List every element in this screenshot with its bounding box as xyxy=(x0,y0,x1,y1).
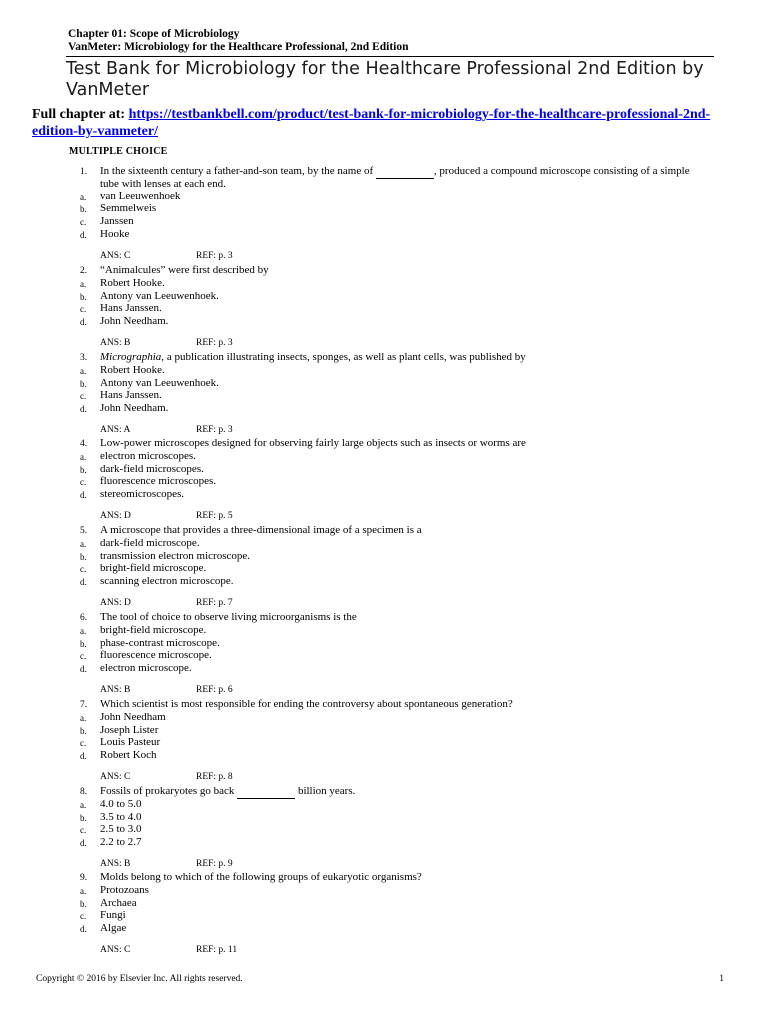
question-number: 8. xyxy=(80,787,88,797)
page-reference: REF: p. 3 xyxy=(196,250,233,261)
option-letter: b. xyxy=(80,204,87,215)
answer-option xyxy=(80,203,700,216)
answer-value: ANS: B xyxy=(100,858,131,869)
page-reference: REF: p. 5 xyxy=(196,510,233,521)
option-letter: c. xyxy=(80,477,87,488)
option-letter: a. xyxy=(80,799,87,810)
page-header xyxy=(68,28,409,54)
answer-option xyxy=(80,824,700,837)
answer-blank xyxy=(237,786,295,799)
question-text-start: Which scientist is most responsible for ending the controversy about spontaneous generation? xyxy=(100,698,513,710)
page-reference: REF: p. 11 xyxy=(196,944,238,955)
option-text: 3.5 to 4.0 xyxy=(100,810,142,823)
option-text: Antony van Leeuwenhoek. xyxy=(100,376,219,389)
question-stem xyxy=(80,352,700,365)
question xyxy=(80,525,700,610)
page-reference: REF: p. 7 xyxy=(196,597,233,608)
answer-option xyxy=(80,576,700,589)
answer-option xyxy=(80,663,700,676)
option-text: Antony van Leeuwenhoek. xyxy=(100,289,219,302)
option-letter: a. xyxy=(80,365,87,376)
answer-value: ANS: C xyxy=(100,250,131,261)
option-letter: d. xyxy=(80,490,87,501)
answer-key xyxy=(80,511,700,523)
header-divider xyxy=(66,56,714,57)
answer-option xyxy=(80,799,700,812)
question-text xyxy=(100,786,700,799)
question-text xyxy=(100,166,700,191)
question-text-start: a publication illustrating insects, sponges, as well as plant cells, was published by xyxy=(164,351,526,363)
option-text: John Needham xyxy=(100,710,166,723)
answer-key xyxy=(80,772,700,784)
option-text: transmission electron microscope. xyxy=(100,549,250,562)
answer-option xyxy=(80,538,700,551)
option-text: Archaea xyxy=(100,896,137,909)
question-text xyxy=(100,872,700,885)
answer-option xyxy=(80,191,700,204)
answer-option xyxy=(80,923,700,936)
answer-option xyxy=(80,390,700,403)
section-heading: MULTIPLE CHOICE xyxy=(69,146,168,157)
option-text: fluorescence microscopes. xyxy=(100,475,217,488)
italic-title: Micrographia, xyxy=(100,351,165,363)
page-reference: REF: p. 3 xyxy=(196,424,233,435)
full-chapter-link[interactable]: https://testbankbell.com/product/test-bank-for-microbiology-for-the-healthcare-professional-2nd-edition-by-vanmeter/ xyxy=(32,107,711,139)
option-letter: d. xyxy=(80,577,87,588)
full-chapter-label: Full chapter at: xyxy=(32,107,129,122)
answer-key xyxy=(80,425,700,437)
option-letter: b. xyxy=(80,898,87,909)
option-text: 2.2 to 2.7 xyxy=(100,836,142,849)
answer-option xyxy=(80,229,700,242)
answer-option xyxy=(80,750,700,763)
question-text xyxy=(100,612,700,625)
question-text xyxy=(100,699,700,712)
option-letter: d. xyxy=(80,838,87,849)
option-text: Joseph Lister xyxy=(100,723,159,736)
option-text: electron microscopes. xyxy=(100,449,196,462)
option-letter: d. xyxy=(80,317,87,328)
option-text: electron microscope. xyxy=(100,662,192,675)
question-text xyxy=(100,265,700,278)
option-letter: a. xyxy=(80,191,87,202)
answer-option xyxy=(80,885,700,898)
question-number: 2. xyxy=(80,266,88,276)
option-text: John Needham. xyxy=(100,402,169,415)
answer-option xyxy=(80,451,700,464)
option-text: Hans Janssen. xyxy=(100,389,162,402)
option-text: bright-field microscope. xyxy=(100,562,207,575)
question xyxy=(80,438,700,523)
option-text: dark-field microscopes. xyxy=(100,462,204,475)
answer-value: ANS: D xyxy=(100,597,131,608)
question-stem xyxy=(80,166,700,191)
question-stem xyxy=(80,265,700,278)
question xyxy=(80,612,700,697)
answer-option xyxy=(80,737,700,750)
answer-key xyxy=(80,945,700,957)
option-text: Hooke xyxy=(100,227,130,240)
answer-value: ANS: D xyxy=(100,510,131,521)
option-letter: b. xyxy=(80,464,87,475)
option-letter: a. xyxy=(80,278,87,289)
answer-option xyxy=(80,216,700,229)
option-text: Robert Koch xyxy=(100,749,157,762)
question-number: 7. xyxy=(80,700,88,710)
option-letter: b. xyxy=(80,638,87,649)
option-letter: d. xyxy=(80,229,87,240)
question-number: 3. xyxy=(80,353,88,363)
answer-option xyxy=(80,725,700,738)
answer-option xyxy=(80,489,700,502)
option-text: Janssen xyxy=(100,215,134,228)
option-text: dark-field microscope. xyxy=(100,536,200,549)
question-stem xyxy=(80,612,700,625)
option-text: van Leeuwenhoek xyxy=(100,189,181,202)
chapter-heading: Chapter 01: Scope of Microbiology xyxy=(68,28,240,40)
question-text-start: Fossils of prokaryotes go back xyxy=(100,785,238,797)
question-number: 5. xyxy=(80,526,88,536)
question-text-start: The tool of choice to observe living microorganisms is the xyxy=(100,611,357,623)
option-letter: c. xyxy=(80,564,87,575)
answer-key xyxy=(80,251,700,263)
option-letter: b. xyxy=(80,725,87,736)
option-text: 4.0 to 5.0 xyxy=(100,797,142,810)
question-stem xyxy=(80,525,700,538)
option-letter: d. xyxy=(80,664,87,675)
question xyxy=(80,265,700,350)
option-text: stereomicroscopes. xyxy=(100,488,184,501)
option-letter: a. xyxy=(80,712,87,723)
question-text xyxy=(100,438,700,451)
option-letter: c. xyxy=(80,738,87,749)
document-title: Test Bank for Microbiology for the Healthcare Professional 2nd Edition by VanMeter xyxy=(66,59,704,100)
question-number: 9. xyxy=(80,873,88,883)
option-letter: a. xyxy=(80,885,87,896)
option-letter: c. xyxy=(80,304,87,315)
option-text: 2.5 to 3.0 xyxy=(100,823,142,836)
answer-key xyxy=(80,598,700,610)
page-reference: REF: p. 8 xyxy=(196,771,233,782)
question-text-start: Low-power microscopes designed for observing fairly large objects such as insects or worms are xyxy=(100,437,526,449)
answer-option xyxy=(80,316,700,329)
answer-value: ANS: B xyxy=(100,337,131,348)
option-text: bright-field microscope. xyxy=(100,623,207,636)
option-text: fluorescence microscope. xyxy=(100,649,212,662)
option-letter: b. xyxy=(80,291,87,302)
question-text xyxy=(100,525,700,538)
question-number: 6. xyxy=(80,613,88,623)
question-text-end: , produced a compound microscope consisting of a simple tube with lenses at each end. xyxy=(100,165,690,190)
question-text-start: A microscope that provides a three-dimensional image of a specimen is a xyxy=(100,524,422,536)
copyright-notice: Copyright © 2016 by Elsevier Inc. All rights reserved. xyxy=(36,974,243,984)
page-reference: REF: p. 6 xyxy=(196,684,233,695)
option-letter: d. xyxy=(80,924,87,935)
answer-blank xyxy=(376,166,434,179)
page-reference: REF: p. 3 xyxy=(196,337,233,348)
answer-option xyxy=(80,837,700,850)
answer-option xyxy=(80,303,700,316)
question-text-start: In the sixteenth century a father-and-son team, by the name of xyxy=(100,165,376,177)
question-text xyxy=(100,352,700,365)
answer-option xyxy=(80,910,700,923)
option-letter: d. xyxy=(80,751,87,762)
answer-option xyxy=(80,712,700,725)
book-heading: VanMeter: Microbiology for the Healthcare Professional, 2nd Edition xyxy=(68,41,409,53)
question-stem xyxy=(80,438,700,451)
question-text-start: “Animalcules” were first described by xyxy=(100,264,269,276)
option-text: scanning electron microscope. xyxy=(100,575,234,588)
option-text: John Needham. xyxy=(100,315,169,328)
question-number: 4. xyxy=(80,439,88,449)
option-text: phase-contrast microscope. xyxy=(100,636,220,649)
answer-value: ANS: A xyxy=(100,424,131,435)
option-text: Protozoans xyxy=(100,883,149,896)
option-text: Hans Janssen. xyxy=(100,302,162,315)
option-text: Algae xyxy=(100,922,127,935)
option-letter: b. xyxy=(80,378,87,389)
answer-value: ANS: C xyxy=(100,771,131,782)
option-letter: b. xyxy=(80,812,87,823)
question-stem xyxy=(80,872,700,885)
option-letter: a. xyxy=(80,538,87,549)
option-text: Semmelweis xyxy=(100,202,157,215)
option-letter: c. xyxy=(80,651,87,662)
question xyxy=(80,699,700,784)
answer-option xyxy=(80,291,700,304)
question-stem xyxy=(80,699,700,712)
answer-option xyxy=(80,898,700,911)
question xyxy=(80,352,700,437)
option-text: Louis Pasteur xyxy=(100,736,161,749)
option-letter: c. xyxy=(80,391,87,402)
full-chapter-line xyxy=(32,106,732,140)
option-letter: c. xyxy=(80,825,87,836)
answer-option xyxy=(80,378,700,391)
question xyxy=(80,166,700,263)
answer-key xyxy=(80,685,700,697)
question-number: 1. xyxy=(80,167,88,177)
question-stem xyxy=(80,786,700,799)
question xyxy=(80,786,700,871)
option-letter: d. xyxy=(80,404,87,415)
option-letter: a. xyxy=(80,451,87,462)
option-text: Robert Hooke. xyxy=(100,276,165,289)
answer-value: ANS: B xyxy=(100,684,131,695)
answer-key xyxy=(80,338,700,350)
option-text: Robert Hooke. xyxy=(100,363,165,376)
answer-option xyxy=(80,403,700,416)
option-letter: c. xyxy=(80,911,87,922)
answer-option xyxy=(80,365,700,378)
option-text: Fungi xyxy=(100,909,126,922)
option-letter: a. xyxy=(80,625,87,636)
answer-option xyxy=(80,278,700,291)
question-text-end: billion years. xyxy=(295,785,356,797)
page-number: 1 xyxy=(719,974,724,984)
answer-option xyxy=(80,625,700,638)
answer-key xyxy=(80,859,700,871)
option-letter: b. xyxy=(80,551,87,562)
question xyxy=(80,872,700,957)
page-reference: REF: p. 9 xyxy=(196,858,233,869)
answer-option xyxy=(80,812,700,825)
answer-value: ANS: C xyxy=(100,944,131,955)
question-text-start: Molds belong to which of the following groups of eukaryotic organisms? xyxy=(100,871,422,883)
option-letter: c. xyxy=(80,217,87,228)
